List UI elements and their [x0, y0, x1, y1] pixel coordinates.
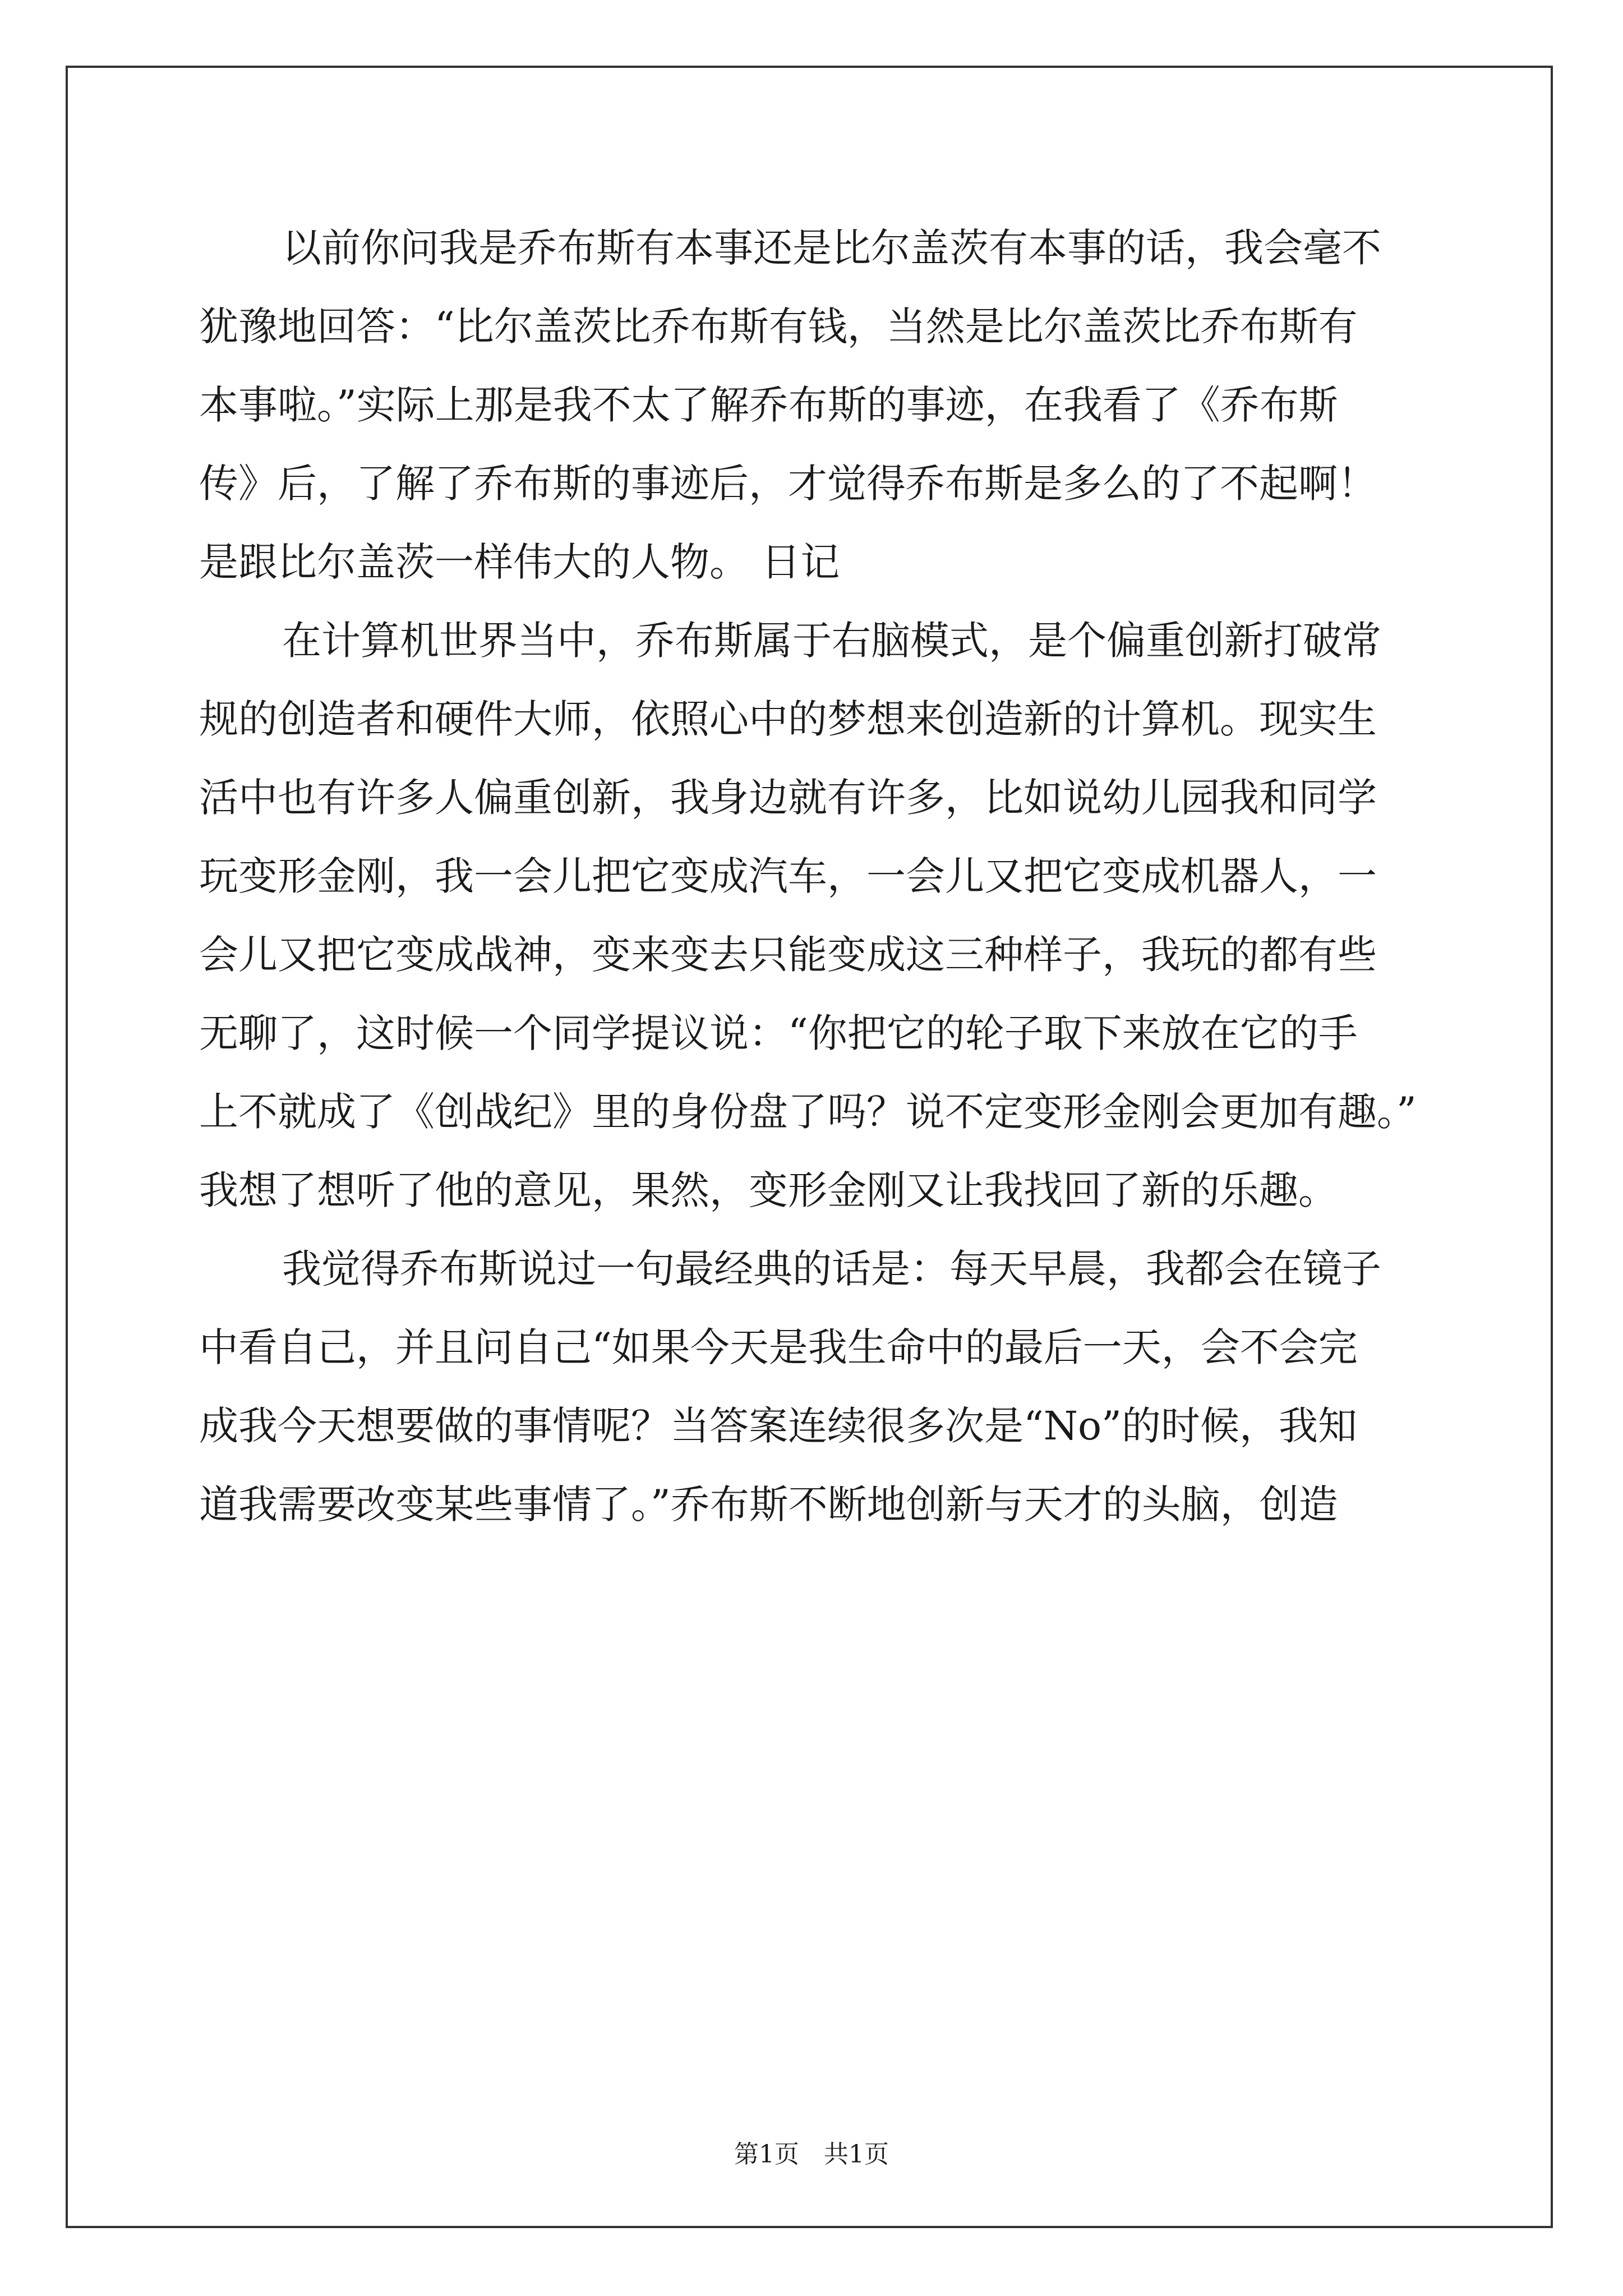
paragraph-2-line-8: 我想了想听了他的意见，果然，变形金刚又让我找回了新的乐趣。 — [199, 1167, 1338, 1213]
paragraph-1-line-3: 本事啦。”实际上那是我不太了解乔布斯的事迹，在我看了《乔布斯 — [199, 382, 1338, 428]
paragraph-1-line-1: 以前你问我是乔布斯有本事还是比尔盖茨有本事的话，我会毫不 — [282, 225, 1381, 271]
paragraph-2-line-6: 无聊了，这时候一个同学提议说：“你把它的轮子取下来放在它的手 — [199, 1010, 1358, 1056]
paragraph-3-line-3: 成我今天想要做的事情呢？当答案连续很多次是“No”的时候，我知 — [199, 1403, 1357, 1449]
paragraph-3-line-2: 中看自己，并且问自己“如果今天是我生命中的最后一天，会不会完 — [199, 1324, 1358, 1370]
page-number-footer: 第1页 共1页 — [734, 2140, 889, 2169]
paragraph-2-line-1: 在计算机世界当中，乔布斯属于右脑模式，是个偏重创新打破常 — [282, 618, 1381, 664]
paragraph-3-line-1: 我觉得乔布斯说过一句最经典的话是：每天早晨，我都会在镜子 — [282, 1246, 1381, 1292]
paragraph-1-line-2: 犹豫地回答：“比尔盖茨比乔布斯有钱，当然是比尔盖茨比乔布斯有 — [199, 303, 1358, 349]
paragraph-2-line-7: 上不就成了《创战纪》里的身份盘了吗？说不定变形金刚会更加有趣。” — [199, 1089, 1417, 1135]
paragraph-2-line-4: 玩变形金刚，我一会儿把它变成汽车，一会儿又把它变成机器人，一 — [199, 853, 1377, 899]
paragraph-1-line-5: 是跟比尔盖茨一样伟大的人物。 日记 — [199, 539, 840, 585]
paragraph-3-line-4: 道我需要改变某些事情了。”乔布斯不断地创新与天才的头脑，创造 — [199, 1481, 1338, 1527]
paragraph-2-line-5: 会儿又把它变成战神，变来变去只能变成这三种样子，我玩的都有些 — [199, 932, 1377, 978]
paragraph-2-line-2: 规的创造者和硬件大师，依照心中的梦想来创造新的计算机。现实生 — [199, 696, 1377, 742]
paragraph-2-line-3: 活中也有许多人偏重创新，我身边就有许多，比如说幼儿园我和同学 — [199, 775, 1377, 821]
paragraph-1-line-4: 传》后，了解了乔布斯的事迹后，才觉得乔布斯是多么的了不起啊！ — [199, 461, 1377, 507]
